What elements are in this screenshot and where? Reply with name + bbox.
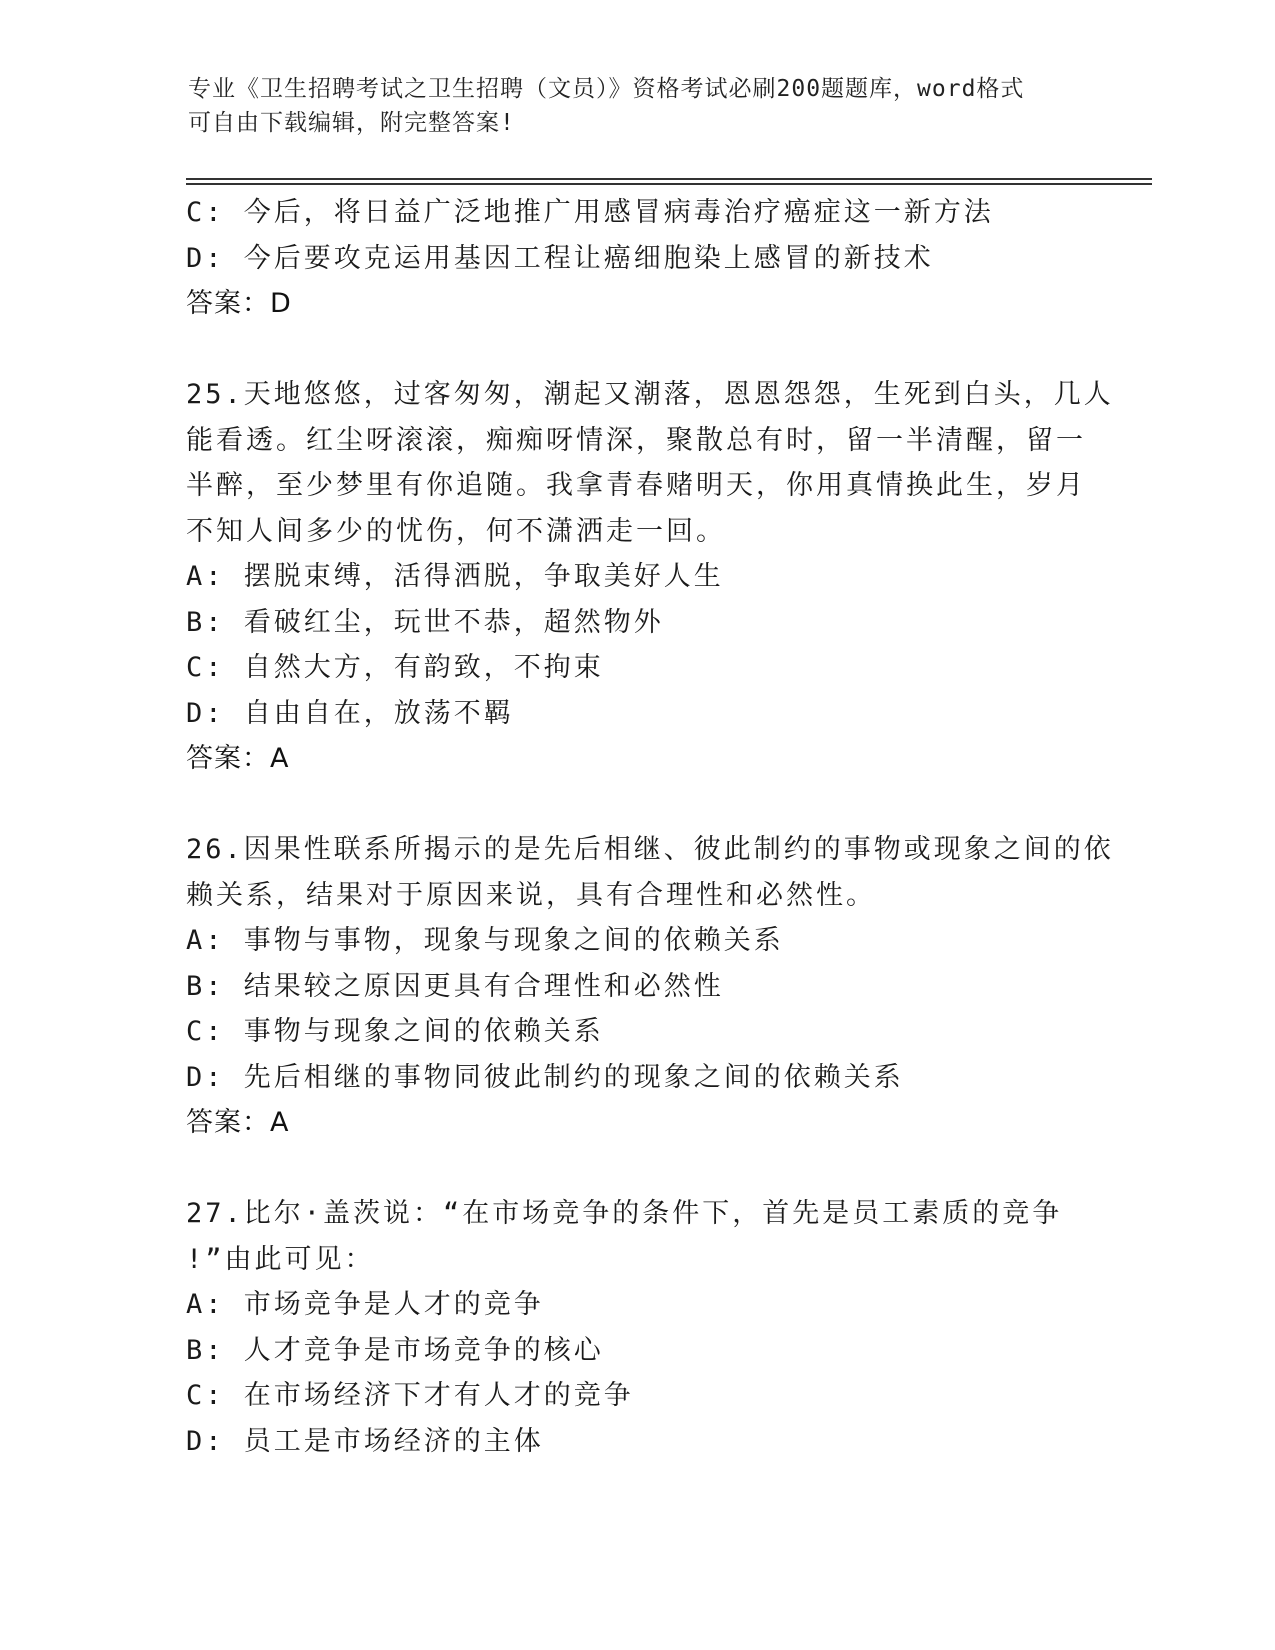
q25-stem-line-3: 半醉，至少梦里有你追随。我拿青春赌明天，你用真情换此生，岁月	[186, 470, 1086, 501]
q24-option-c: C: 今后，将日益广泛地推广用感冒病毒治疗癌症这一新方法	[186, 197, 994, 228]
q27-stem-line-1: 27.比尔·盖茨说：“在市场竞争的条件下，首先是员工素质的竞争	[186, 1198, 1063, 1229]
header-title-line-1: 专业《卫生招聘考试之卫生招聘（文员）》资格考试必刷200题题库，word格式	[188, 76, 1025, 102]
question-24	[186, 190, 1086, 327]
q25-answer: 答案：A	[186, 743, 290, 774]
q25-option-b: B: 看破红尘，玩世不恭，超然物外	[186, 606, 664, 638]
q26-option-b: B: 结果较之原因更具有合理性和必然性	[186, 970, 724, 1002]
q26-stem	[186, 827, 1114, 918]
q25-stem	[186, 372, 1114, 554]
q25-option-d: D: 自由自在，放荡不羁	[186, 697, 514, 729]
spacer	[186, 1146, 1086, 1192]
question-25	[186, 372, 1114, 782]
q25-stem-line-4: 不知人间多少的忧伤，何不潇洒走一回。	[186, 515, 726, 547]
question-27	[186, 1191, 1086, 1464]
q26-answer: 答案：A	[186, 1107, 290, 1138]
header-divider-top	[186, 178, 1152, 180]
q24-option-d: D: 今后要攻克运用基因工程让癌细胞染上感冒的新技术	[186, 242, 934, 274]
question-26	[186, 827, 1114, 1146]
q26-stem-line-2: 赖关系，结果对于原因来说，具有合理性和必然性。	[186, 879, 876, 911]
q26-stem-line-1: 26.因果性联系所揭示的是先后相继、彼此制约的事物或现象之间的依	[186, 834, 1114, 865]
q26-option-c: C: 事物与现象之间的依赖关系	[186, 1016, 604, 1047]
q27-option-d: D: 员工是市场经济的主体	[186, 1425, 544, 1457]
header-title-line-2: 可自由下载编辑，附完整答案!	[188, 110, 515, 136]
q27-option-c: C: 在市场经济下才有人才的竞争	[186, 1380, 634, 1411]
q25-stem-line-1: 25.天地悠悠，过客匆匆，潮起又潮落，恩恩怨怨，生死到白头，几人	[186, 379, 1114, 410]
header-divider-bottom	[186, 183, 1152, 185]
q25-option-c: C: 自然大方，有韵致，不拘束	[186, 652, 604, 683]
q27-option-a: A: 市场竞争是人才的竞争	[186, 1289, 544, 1320]
q27-option-b: B: 人才竞争是市场竞争的核心	[186, 1334, 604, 1366]
spacer	[186, 327, 1086, 373]
spacer	[186, 782, 1086, 828]
q27-stem	[186, 1191, 1086, 1282]
q25-stem-line-2: 能看透。红尘呀滚滚，痴痴呀情深，聚散总有时，留一半清醒，留一	[186, 424, 1086, 456]
q24-answer: 答案：D	[186, 288, 292, 319]
document-header	[188, 72, 1088, 140]
document-body	[186, 190, 1114, 1464]
q27-stem-line-2: !”由此可见：	[186, 1243, 375, 1275]
q26-option-a: A: 事物与事物，现象与现象之间的依赖关系	[186, 925, 784, 956]
q26-option-d: D: 先后相继的事物同彼此制约的现象之间的依赖关系	[186, 1061, 904, 1093]
q25-option-a: A: 摆脱束缚，活得洒脱，争取美好人生	[186, 561, 724, 592]
